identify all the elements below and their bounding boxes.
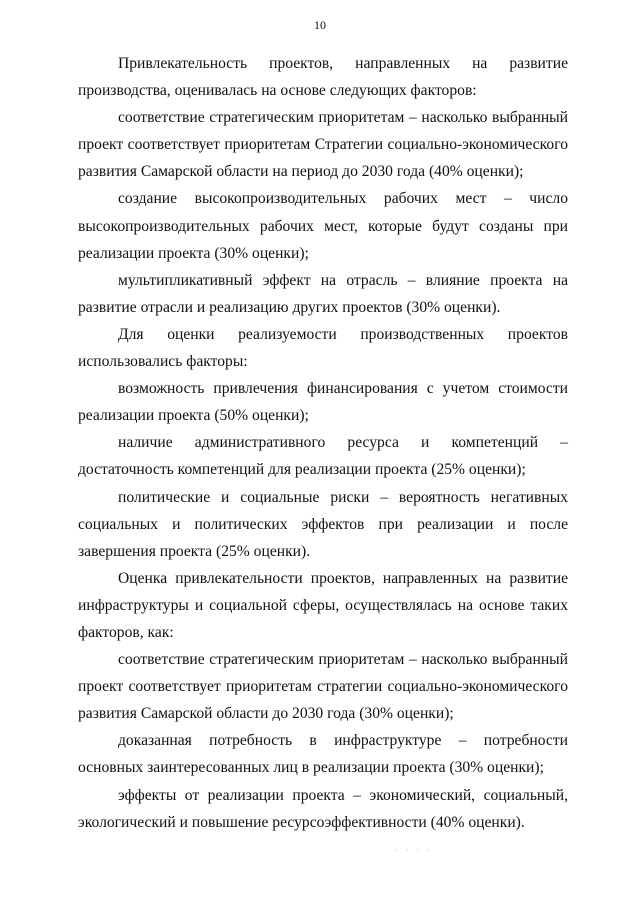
paragraph: мультипликативный эффект на отрасль – влияние проекта на развитие отрасли и реализацию других проектов (30% оценки). (78, 271, 568, 316)
paragraph: наличие административного ресурса и компетенций – достаточность компетенций для реализации проекта (25% оценки); (78, 434, 568, 479)
paragraph: политические и социальные риски – вероятность негативных социальных и политических эффектов при реализации и после завершения проекта (25% оценки). (78, 488, 568, 560)
paragraph: создание высокопроизводительных рабочих мест – число высокопроизводительных рабочих мест, которые будут созданы при реализации проекта (30% оценки); (78, 190, 568, 262)
paragraph: возможность привлечения финансирования с учетом стоимости реализации проекта (50% оценки); (78, 380, 568, 425)
paragraph: Привлекательность проектов, направленных на развитие производства, оценивалась на основе следующих факторов: (78, 55, 568, 100)
paragraph: Оценка привлекательности проектов, направленных на развитие инфраструктуры и социальной сферы, осуществлялась на основе таких факторов, как: (78, 569, 568, 641)
scan-artifact: · · · · (395, 846, 433, 855)
paragraph: Для оценки реализуемости производственных проектов использовались факторы: (78, 325, 568, 371)
paragraph: соответствие стратегическим приоритетам – насколько выбранный проект соответствует приоритетам стратегии социально-экономического развития Самарской области до 2030 года (30% оценки); (78, 651, 568, 723)
paragraph: эффекты от реализации проекта – экономический, социальный, экологический и повышение ресурсоэффективности (40% оценки). (78, 786, 568, 831)
paragraph: соответствие стратегическим приоритетам – насколько выбранный проект соответствует приоритетам Стратегии социально-экономического развития Самарской области на период до 2030 года (40% оценки); (78, 109, 568, 181)
document-body (78, 50, 568, 836)
paragraph: доказанная потребность в инфраструктуре – потребности основных заинтересованных лиц в реализации проекта (30% оценки); (78, 732, 568, 777)
page-number: 10 (314, 18, 326, 32)
